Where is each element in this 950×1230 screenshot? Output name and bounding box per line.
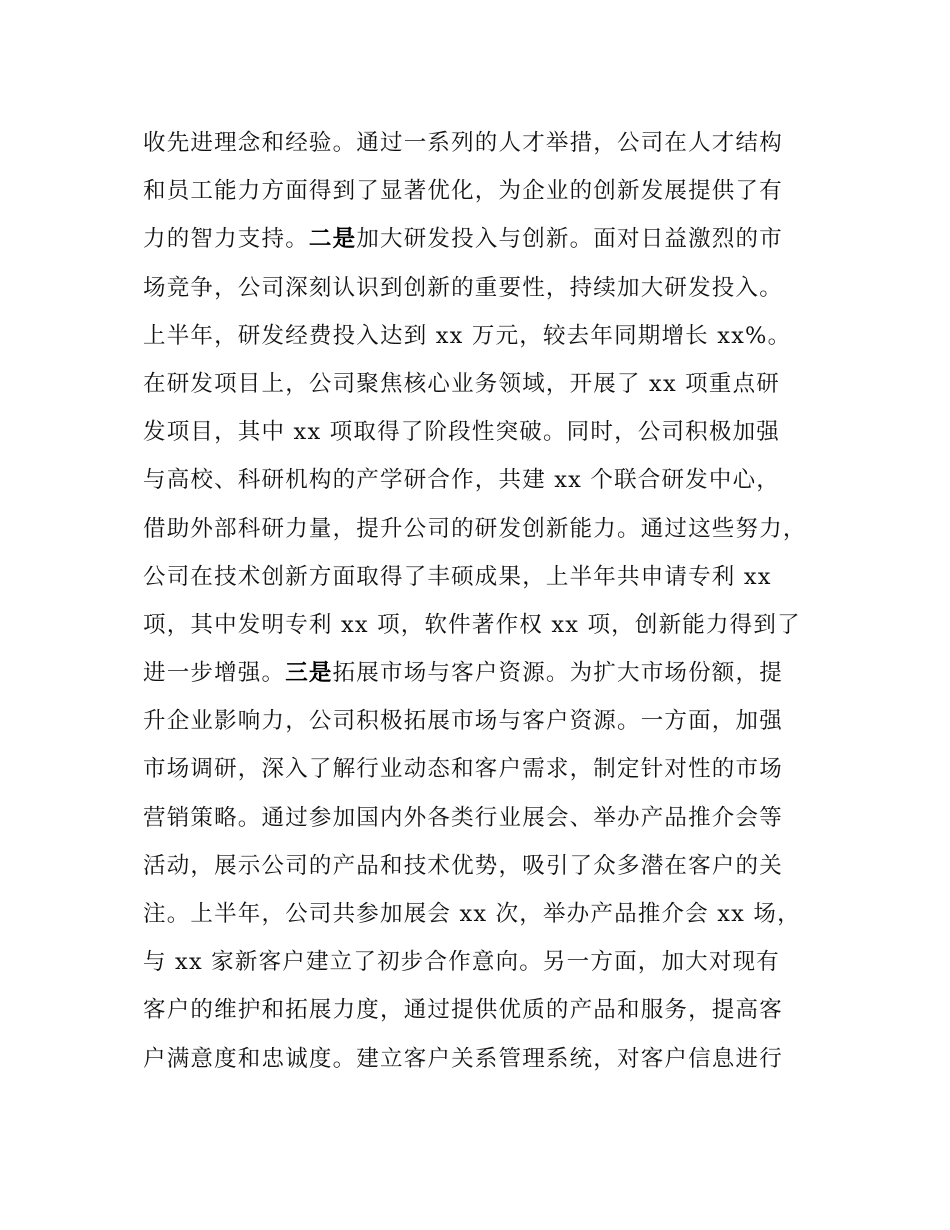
text-line: 客户的维护和拓展力度，通过提供优质的产品和服务，提高客 <box>143 997 783 1024</box>
section-marker-two: 二是 <box>308 226 357 253</box>
text-line: 户满意度和忠诚度。建立客户关系管理系统，对客户信息进行 <box>143 1045 783 1072</box>
section-marker-three: 三是 <box>285 660 333 687</box>
text-line: 场竞争，公司深刻认识到创新的重要性，持续加大研发投入。 <box>143 274 783 301</box>
text-segment: 力的智力支持。 <box>143 226 309 253</box>
text-line: 公司在技术创新方面取得了丰硕成果，上半年共申请专利 xx <box>143 563 772 590</box>
text-line: 注。上半年，公司共参加展会 xx 次，举办产品推介会 xx 场， <box>143 901 801 927</box>
text-segment: 加大研发投入与创新。面对日益激烈的市 <box>356 226 783 253</box>
text-line: 上半年，研发经费投入达到 xx 万元，较去年同期增长 xx%。 <box>143 322 792 349</box>
text-line: 发项目，其中 xx 项取得了阶段性突破。同时，公司积极加强 <box>143 419 780 446</box>
text-line: 收先进理念和经验。通过一系列的人才举措，公司在人才结构 <box>143 130 783 156</box>
text-line: 营销策略。通过参加国内外各类行业展会、举办产品推介会等 <box>143 804 783 831</box>
text-line: 和员工能力方面得到了显著优化，为企业的创新发展提供了有 <box>143 178 783 205</box>
document-body <box>143 119 833 1083</box>
text-line <box>143 649 833 697</box>
text-line: 与 xx 家新客户建立了初步合作意向。另一方面，加大对现有 <box>143 949 780 976</box>
text-line: 升企业影响力，公司积极拓展市场与客户资源。一方面，加强 <box>143 708 783 735</box>
text-line <box>143 215 833 263</box>
text-line: 市场调研，深入了解行业动态和客户需求，制定针对性的市场 <box>143 756 783 783</box>
text-line: 活动，展示公司的产品和技术优势，吸引了众多潜在客户的关 <box>143 852 783 879</box>
text-line: 在研发项目上，公司聚焦核心业务领域，开展了 xx 项重点研 <box>143 370 780 397</box>
text-segment: 拓展市场与客户资源。为扩大市场份额，提 <box>332 660 783 687</box>
text-line: 项，其中发明专利 xx 项，软件著作权 xx 项，创新能力得到了 <box>143 611 801 638</box>
text-line: 与高校、科研机构的产学研合作，共建 xx 个联合研发中心， <box>143 467 780 494</box>
text-line: 借助外部科研力量，提升公司的研发创新能力。通过这些努力， <box>143 515 807 542</box>
text-segment: 进一步增强。 <box>143 660 286 687</box>
